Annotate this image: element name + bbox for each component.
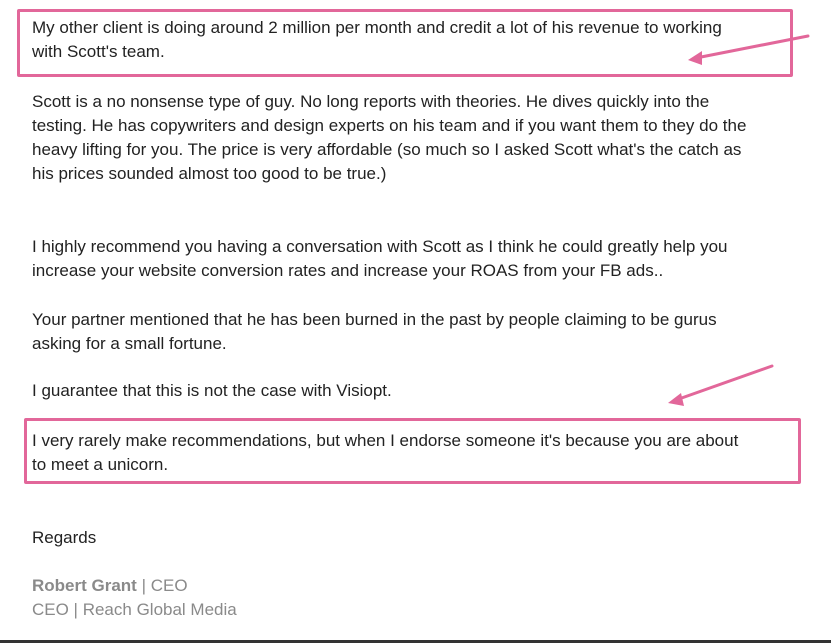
text-line: his prices sounded almost too good to be true.) — [32, 164, 387, 183]
paragraph-highlight-bottom — [32, 429, 738, 477]
text-line: I highly recommend you having a conversation with Scott as I think he could greatly help you — [32, 237, 728, 256]
text-line: I guarantee that this is not the case with Visiopt. — [32, 381, 392, 400]
text-line: Scott is a no nonsense type of guy. No long reports with theories. He dives quickly into the — [32, 92, 710, 111]
text-line: testing. He has copywriters and design experts on his team and if you want them to they do the — [32, 116, 747, 135]
text-line: heavy lifting for you. The price is very affordable (so much so I asked Scott what's the catch as — [32, 140, 742, 159]
text-line: to meet a unicorn. — [32, 455, 169, 474]
text-line: My other client is doing around 2 million per month and credit a lot of his revenue to working — [32, 18, 722, 37]
text-line: increase your website conversion rates and increase your ROAS from your FB ads.. — [32, 261, 664, 280]
signature-name: Robert Grant — [32, 576, 137, 595]
text-line: asking for a small fortune. — [32, 334, 227, 353]
text-line: Your partner mentioned that he has been burned in the past by people claiming to be gurus — [32, 310, 717, 329]
signature-company: CEO | Reach Global Media — [32, 600, 237, 619]
signature-separator: | — [136, 576, 151, 595]
closing-text: Regards — [32, 528, 97, 547]
closing-regards — [32, 526, 96, 550]
text-line: I very rarely make recommendations, but when I endorse someone it's because you are about — [32, 431, 739, 450]
signature-block — [32, 574, 237, 622]
signature-title: CEO — [150, 576, 188, 595]
text-line: with Scott's team. — [32, 42, 165, 61]
